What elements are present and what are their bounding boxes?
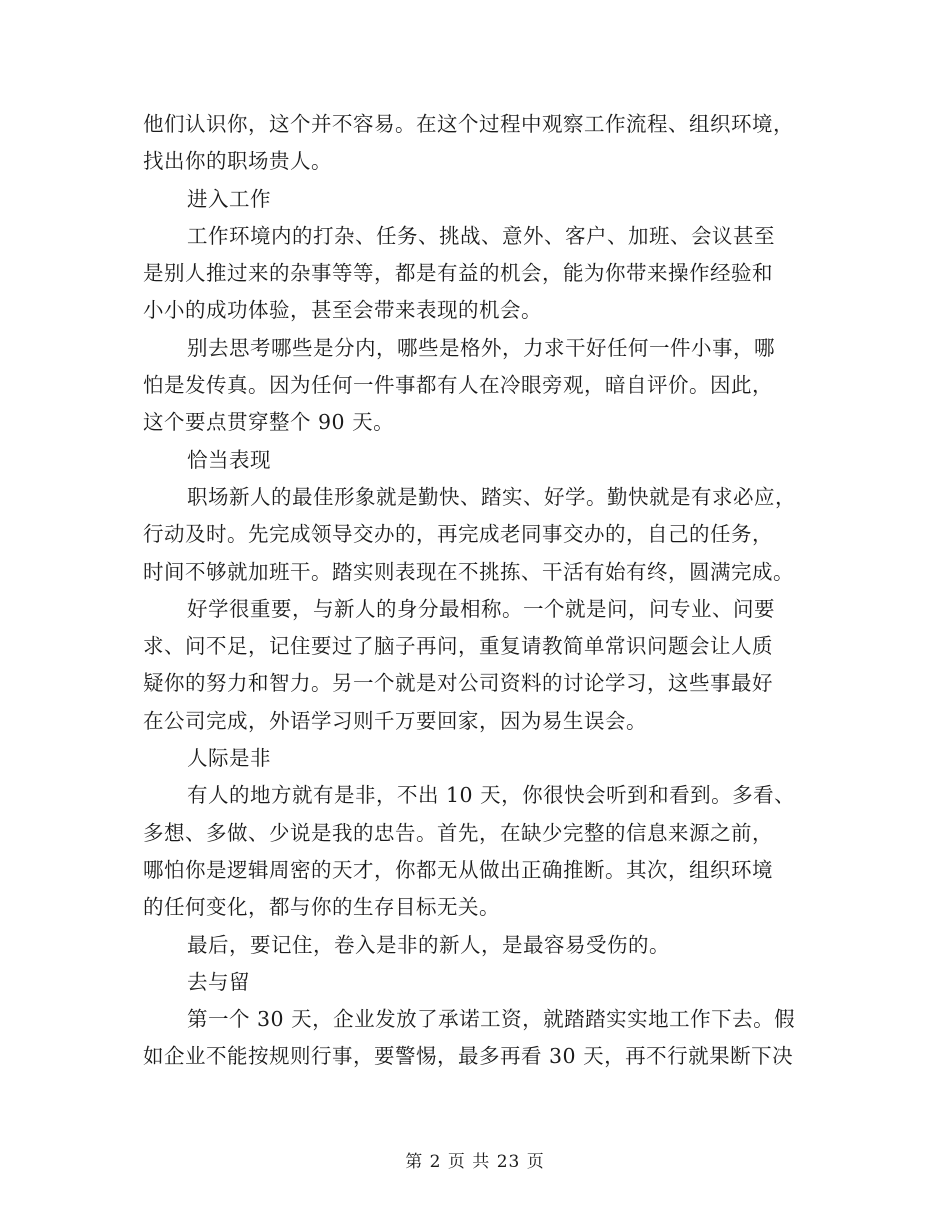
- text-line: 这个要点贯穿整个 90 天。: [143, 410, 395, 435]
- text-line: 好学很重要，与新人的身分最相称。一个就是问，问专业、问要: [187, 596, 775, 621]
- text-line: 职场新人的最佳形象就是勤快、踏实、好学。勤快就是有求必应，: [187, 484, 796, 509]
- text-line: 怕是发传真。因为任何一件事都有人在冷眼旁观，暗自评价。因此，: [143, 373, 773, 398]
- text-line: 别去思考哪些是分内，哪些是格外，力求干好任何一件小事，哪: [187, 335, 775, 360]
- text-line: 小小的成功体验，甚至会带来表现的机会。: [143, 298, 542, 323]
- section-heading: 恰当表现: [187, 447, 271, 472]
- text-line: 如企业不能按规则行事，要警惕，最多再看 30 天，再不行就果断下决: [143, 1044, 794, 1069]
- text-line: 哪怕你是逻辑周密的天才，你都无从做出正确推断。其次，组织环境: [143, 857, 773, 882]
- text-line: 最后，要记住，卷入是非的新人，是最容易受伤的。: [187, 932, 670, 957]
- text-line: 多想、多做、少说是我的忠告。首先，在缺少完整的信息来源之前，: [143, 820, 773, 845]
- text-line: 在公司完成，外语学习则千万要回家，因为易生误会。: [143, 708, 647, 733]
- section-heading: 去与留: [187, 969, 250, 994]
- text-line: 他们认识你，这个并不容易。在这个过程中观察工作流程、组织环境，: [143, 112, 794, 136]
- text-line: 行动及时。先完成领导交办的，再完成老同事交办的，自己的任务，: [143, 522, 773, 547]
- text-line: 疑你的努力和智力。另一个就是对公司资料的讨论学习，这些事最好: [143, 671, 773, 696]
- text-line: 工作环境内的打杂、任务、挑战、意外、客户、加班、会议甚至: [187, 223, 775, 248]
- text-line: 的任何变化，都与你的生存目标无关。: [143, 895, 500, 920]
- section-heading: 人际是非: [187, 746, 271, 771]
- text-line: 是别人推过来的杂事等等，都是有益的机会，能为你带来操作经验和: [143, 261, 773, 286]
- page-number-footer: 第 2 页 共 23 页: [405, 1152, 545, 1172]
- text-line: 有人的地方就有是非，不出 10 天，你很快会听到和看到。多看、: [187, 783, 796, 808]
- text-line: 求、问不足，记住要过了脑子再问，重复请教简单常识问题会让人质: [143, 634, 773, 659]
- section-heading: 进入工作: [187, 186, 271, 211]
- text-line: 找出你的职场贵人。: [143, 149, 332, 174]
- text-line: 时间不够就加班干。踏实则表现在不挑拣、干活有始有终，圆满完成。: [143, 559, 794, 584]
- document-body: [143, 106, 807, 1076]
- text-line: 第一个 30 天，企业发放了承诺工资，就踏踏实实地工作下去。假: [187, 1007, 796, 1032]
